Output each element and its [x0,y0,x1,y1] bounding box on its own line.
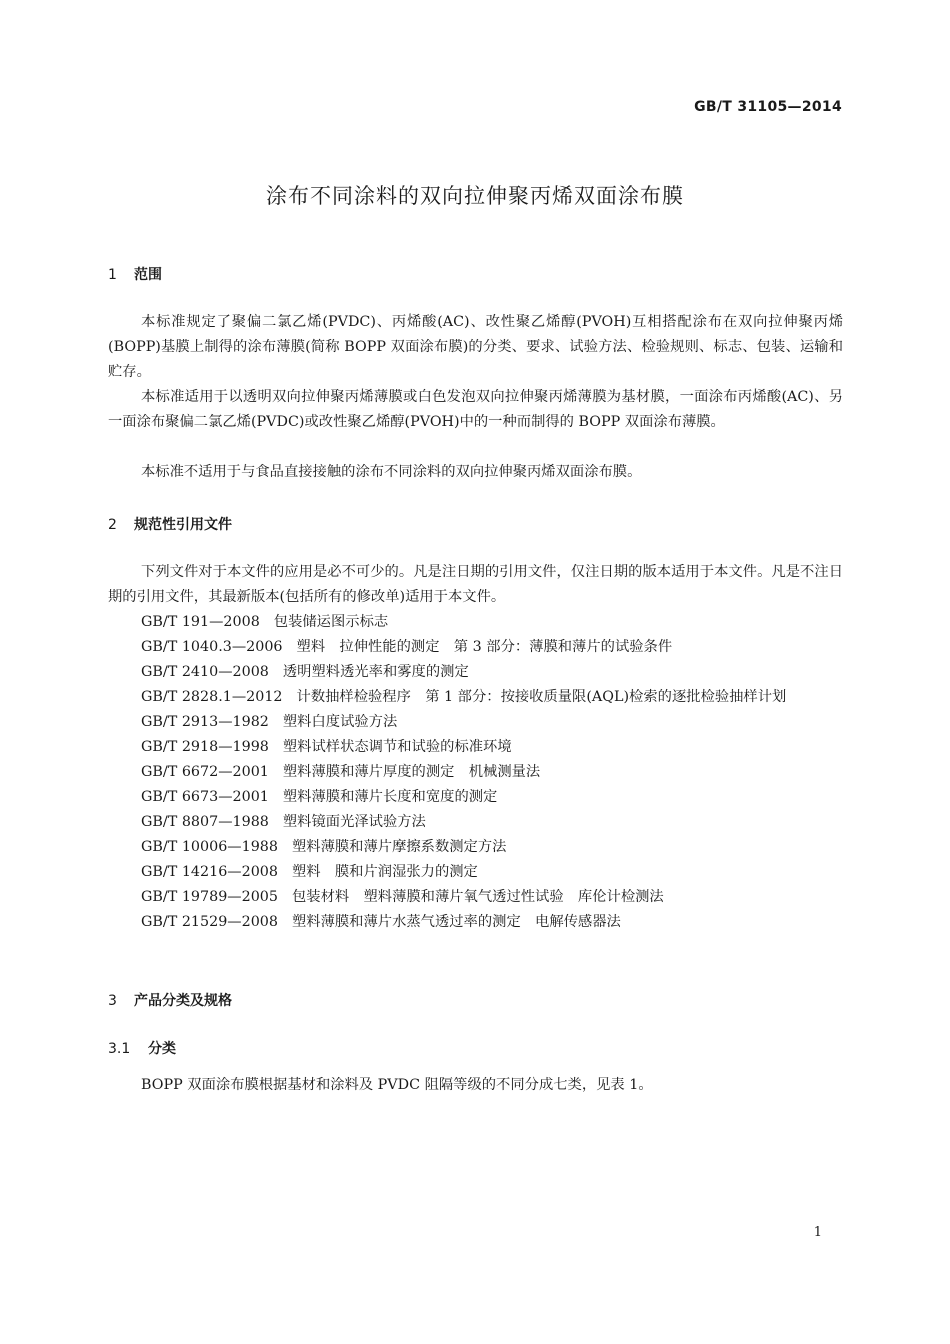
reference-item [108,810,843,835]
reference-item [108,635,843,660]
subsection-3-1-paragraph: BOPP 双面涂布膜根据基材和涂料及 PVDC 阻隔等级的不同分成七类，见表 1。 [141,1077,653,1093]
subsection-title: 分类 [148,1041,176,1057]
section-title: 规范性引用文件 [134,517,232,533]
section-1-paragraph-3: 本标准不适用于与食品直接接触的涂布不同涂料的双向拉伸聚丙烯双面涂布膜。 [141,464,642,480]
normative-references-list [108,610,843,935]
section-title: 范围 [134,267,162,283]
reference-title: 包装储运图示标志 [273,614,389,630]
reference-item [108,885,843,910]
reference-code: GB/T 2913—1982 [141,714,269,730]
reference-code: GB/T 1040.3—2006 [141,639,283,655]
reference-item [108,760,843,785]
section-number: 3 [108,993,117,1009]
section-number: 2 [108,517,117,533]
reference-title: 计数抽样检验程序 第 1 部分：按接收质量限(AQL)检索的逐批检验抽样计划 [296,689,787,705]
reference-title: 塑料试样状态调节和试验的标准环境 [282,739,512,755]
reference-title: 塑料薄膜和薄片厚度的测定 机械测量法 [282,764,541,780]
reference-code: GB/T 8807—1988 [141,814,269,830]
section-2-heading [108,514,232,534]
section-2-intro: 下列文件对于本文件的应用是必不可少的。凡是注日期的引用文件，仅注日期的版本适用于本文件。凡是不注日期的引用文件，其最新版本(包括所有的修改单)适用于本文件。 [108,564,843,605]
reference-title: 塑料薄膜和薄片长度和宽度的测定 [282,789,498,805]
reference-code: GB/T 6673—2001 [141,789,269,805]
reference-title: 塑料镜面光泽试验方法 [282,814,426,830]
reference-item [108,860,843,885]
reference-code: GB/T 6672—2001 [141,764,269,780]
document-title: 涂布不同涂料的双向拉伸聚丙烯双面涂布膜 [266,184,684,208]
section-1-paragraph-1: 本标准规定了聚偏二氯乙烯(PVDC)、丙烯酸(AC)、改性聚乙烯醇(PVOH)互相搭配涂布在双向拉伸聚丙烯(BOPP)基膜上制得的涂布薄膜(简称 BOPP 双面涂布膜)的分类、要求、试验方法、检验规则、标志、包装、运输和贮存。 [108,314,843,380]
reference-item [108,785,843,810]
reference-title: 塑料薄膜和薄片水蒸气透过率的测定 电解传感器法 [292,914,621,930]
reference-title: 塑料 拉伸性能的测定 第 3 部分：薄膜和薄片的试验条件 [296,639,673,655]
reference-code: GB/T 14216—2008 [141,864,278,880]
reference-code: GB/T 2410—2008 [141,664,269,680]
reference-code: GB/T 21529—2008 [141,914,278,930]
reference-code: GB/T 2828.1—2012 [141,689,283,705]
subsection-3-1-heading [108,1038,176,1058]
section-1-paragraph-2: 本标准适用于以透明双向拉伸聚丙烯薄膜或白色发泡双向拉伸聚丙烯薄膜为基材膜，一面涂布丙烯酸(AC)、另一面涂布聚偏二氯乙烯(PVDC)或改性聚乙烯醇(PVOH)中的一种而制得的 BOPP 双面涂布薄膜。 [108,389,843,430]
section-title: 产品分类及规格 [134,993,232,1009]
subsection-number: 3.1 [108,1041,131,1057]
reference-code: GB/T 10006—1988 [141,839,278,855]
reference-item [108,835,843,860]
reference-code: GB/T 191—2008 [141,614,260,630]
reference-code: GB/T 19789—2005 [141,889,278,905]
section-number: 1 [108,267,117,283]
reference-item [108,610,843,635]
reference-title: 塑料薄膜和薄片摩擦系数测定方法 [292,839,507,855]
reference-item [108,735,843,760]
reference-item [108,660,843,685]
section-1-heading [108,264,162,284]
page-number: 1 [813,1225,822,1240]
reference-title: 包装材料 塑料薄膜和薄片氧气透过性试验 库伦计检测法 [292,889,664,905]
reference-title: 塑料白度试验方法 [282,714,398,730]
reference-item [108,910,843,935]
section-3-heading [108,990,232,1010]
reference-title: 透明塑料透光率和雾度的测定 [282,664,469,680]
reference-title: 塑料 膜和片润湿张力的测定 [292,864,478,880]
reference-item [108,710,843,735]
standard-code: GB/T 31105—2014 [694,99,842,115]
reference-code: GB/T 2918—1998 [141,739,269,755]
reference-item [108,685,843,710]
